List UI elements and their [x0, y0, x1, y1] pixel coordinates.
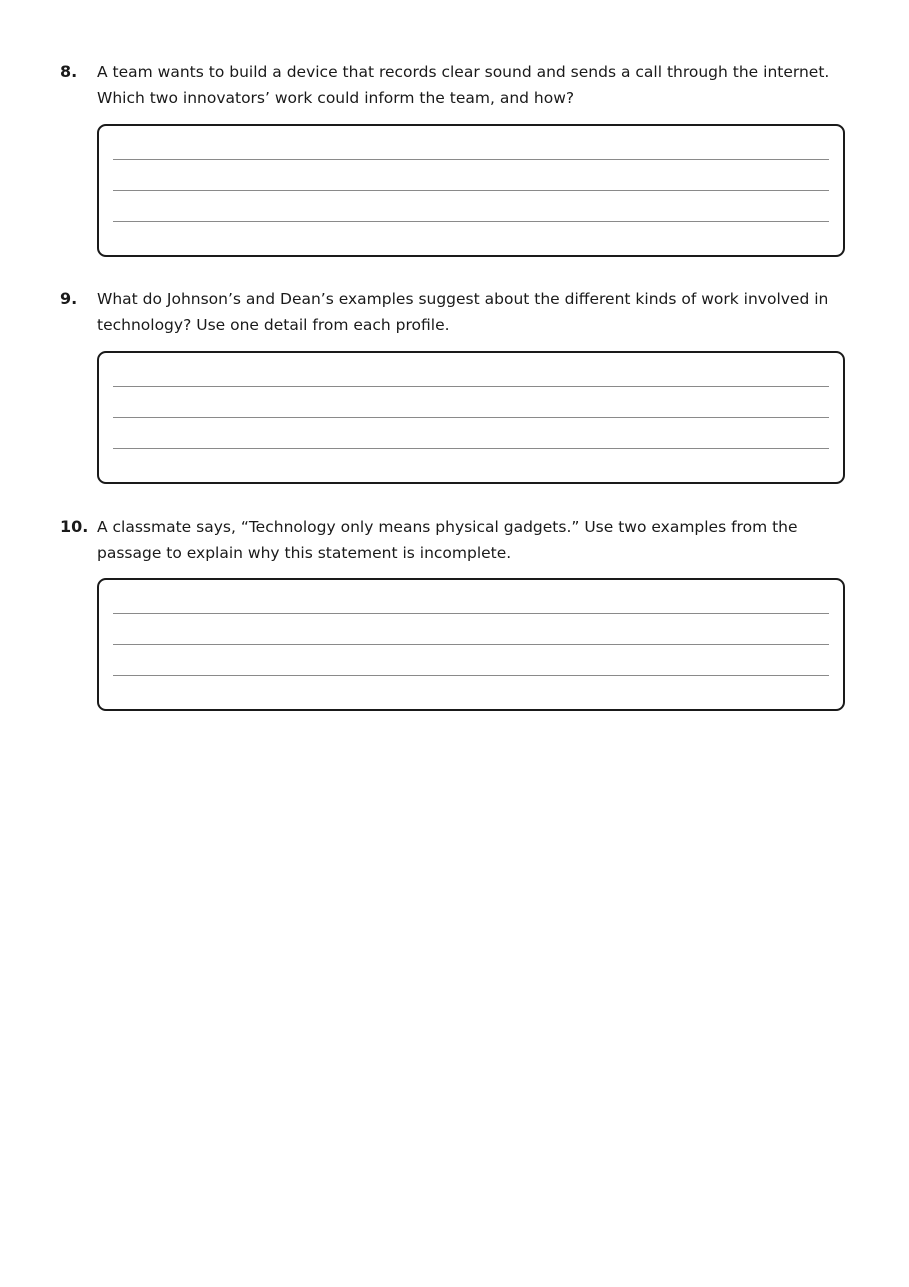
answer-line	[113, 613, 829, 614]
question-text-line: technology? Use one detail from each profile.	[97, 316, 450, 334]
question-number: 9.	[60, 289, 78, 308]
answer-line	[113, 386, 829, 387]
answer-line	[113, 417, 829, 418]
question-text	[97, 286, 847, 338]
answer-box-8[interactable]	[97, 124, 845, 257]
answer-line	[113, 159, 829, 160]
answer-line	[113, 448, 829, 449]
question-text-line: passage to explain why this statement is incomplete.	[97, 544, 512, 562]
answer-line	[113, 221, 829, 222]
question-number: 10.	[60, 517, 89, 536]
question-text	[97, 59, 847, 111]
question-text-line: A classmate says, “Technology only means physical gadgets.” Use two examples from the	[97, 518, 798, 536]
answer-line	[113, 190, 829, 191]
question-text-line: Which two innovators’ work could inform the team, and how?	[97, 89, 575, 107]
answer-box-9[interactable]	[97, 351, 845, 484]
answer-line	[113, 644, 829, 645]
question-text	[97, 514, 847, 566]
question-text-line: What do Johnson’s and Dean’s examples suggest about the different kinds of work involved in	[97, 290, 829, 308]
question-number: 8.	[60, 62, 78, 81]
answer-box-10[interactable]	[97, 578, 845, 711]
answer-line	[113, 675, 829, 676]
question-text-line: A team wants to build a device that records clear sound and sends a call through the internet.	[97, 63, 830, 81]
